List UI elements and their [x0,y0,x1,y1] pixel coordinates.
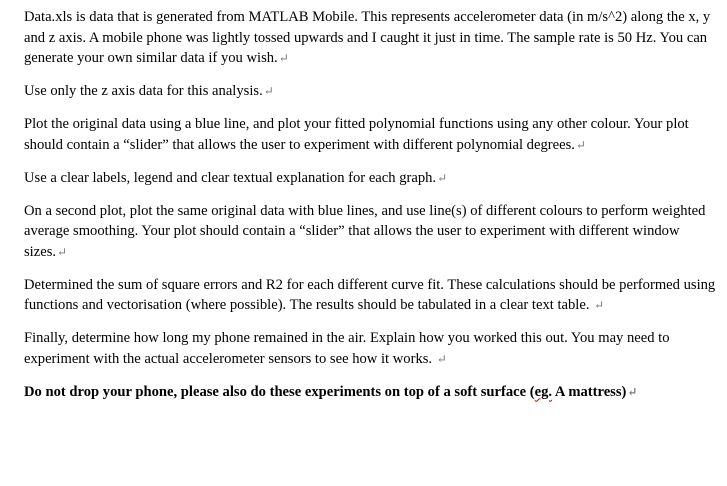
spelling-error-word[interactable]: eg. [534,383,553,400]
paragraph-smoothing-plot [24,201,720,263]
safety-note-text-before: Do not drop your phone, please also do these experiments on top of a soft surface ( [24,383,535,400]
paragraph-text: Determined the sum of square errors and R2 for each different curve fit. These calculations should be performed using functions and vectorisation (where possible). The results should be tabulated in a clear text table. [24,276,716,313]
paragraph-mark-icon: ↵ [575,137,586,152]
paragraph-labels-legend [24,168,720,189]
paragraph-mark-icon: ↵ [437,170,448,185]
safety-note-text-after: A mattress) [552,383,627,400]
paragraph-mark-icon: ↵ [594,298,605,312]
paragraph-polynomial-plot [24,114,720,155]
paragraph-mark-icon: ↵ [57,244,68,259]
paragraph-time-in-air [24,328,720,369]
paragraph-text: Data.xls is data that is generated from MATLAB Mobile. This represents accelerometer data (in m/s^2) along the x, y and z axis. A mobile phone was lightly tossed upwards and I caught it just in time. The sample rate is 50 Hz. You can generate your own similar data if you wish. [24,9,711,66]
paragraph-mark-icon: ↵ [263,84,274,98]
paragraph-mark-icon: ↵ [436,351,447,366]
paragraph-mark-icon: ↵ [627,384,638,399]
paragraph-text: Finally, determine how long my phone remained in the air. Explain how you worked this out. You may need to experiment with the actual accelerometer sensors to see how it works. [24,330,670,367]
paragraph-z-axis-only [24,81,720,102]
paragraph-text: Plot the original data using a blue line, and plot your fitted polynomial functions using any other colour. Your plot should contain a “slider” that allows the user to experiment with different polynomial degrees. [24,116,689,153]
paragraph-mark-icon: ↵ [278,51,289,65]
paragraph-text: On a second plot, plot the same original data with blue lines, and use line(s) of different colours to perform weighted average smoothing. Your plot should contain a “slider” that allows the user to experiment with different window sizes. [24,202,706,260]
paragraph-data-description [24,7,720,69]
document-page [24,7,720,415]
paragraph-text: Use only the z axis data for this analysis. [24,83,263,99]
paragraph-safety-note [24,382,720,403]
paragraph-text: Use a clear labels, legend and clear textual explanation for each graph. [24,169,437,186]
paragraph-sse-r2 [24,275,720,316]
